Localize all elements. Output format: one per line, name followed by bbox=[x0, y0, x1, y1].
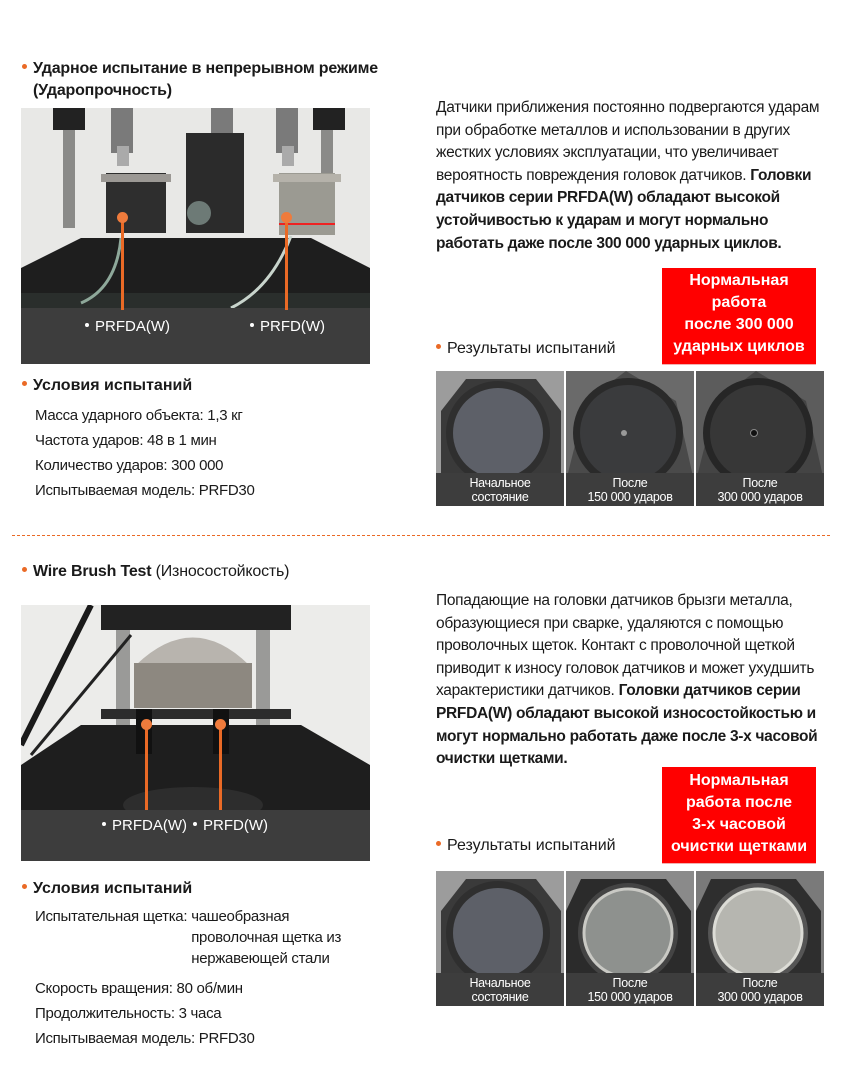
badge-line: ударных циклов bbox=[673, 338, 805, 355]
impact-title-line1: Ударное испытание в непрерывном режиме bbox=[33, 60, 378, 77]
brush-value: чашеобразная проволочная щетка из нержавеющей стали bbox=[191, 908, 342, 967]
prfdw-marker-dot bbox=[281, 212, 292, 223]
brush-title-ru: (Износостойкость) bbox=[155, 563, 290, 580]
badge-line: 3-х часовой bbox=[692, 816, 786, 833]
impact-result-300k bbox=[696, 371, 824, 506]
condition-item-brush bbox=[35, 906, 341, 969]
brush-label-prfdw: PRFD(W) bbox=[193, 817, 268, 834]
brush-conditions-heading: Условия испытаний bbox=[22, 878, 192, 900]
brush-label-prfdaw: PRFDA(W) bbox=[102, 817, 187, 834]
badge-line: работа bbox=[711, 294, 767, 311]
prfdw-leader-line bbox=[219, 725, 222, 810]
bullet-icon bbox=[22, 567, 27, 572]
brush-result-initial bbox=[436, 871, 564, 1006]
impact-section-title bbox=[22, 58, 378, 102]
prfdaw-marker-dot bbox=[141, 719, 152, 730]
brush-conditions-list bbox=[35, 906, 341, 1051]
badge-line: Нормальная bbox=[689, 272, 789, 289]
impact-result-150k bbox=[566, 371, 694, 506]
impact-description bbox=[436, 97, 836, 255]
result-caption: После 300 000 ударов bbox=[696, 473, 824, 506]
prfdaw-marker-dot bbox=[117, 212, 128, 223]
brush-label: Испытательная щетка: bbox=[35, 908, 188, 925]
prfdaw-leader-line bbox=[145, 725, 148, 810]
prfdw-leader-line bbox=[285, 218, 288, 310]
condition-item: Испытываемая модель: PRFD30 bbox=[35, 1030, 255, 1047]
result-caption: После 150 000 ударов bbox=[566, 473, 694, 506]
impact-description-normal: Датчики приближения постоянно подвергаются ударам при обработке металлов и использовании в других жестких условиях эксплуатации, что увеличивает вероятность повреждения головок датчиков. bbox=[436, 99, 820, 184]
condition-item: Количество ударов: 300 000 bbox=[35, 457, 224, 474]
impact-conditions-list bbox=[35, 403, 255, 503]
impact-photo-caption-bar bbox=[21, 308, 370, 364]
bullet-icon bbox=[22, 381, 27, 386]
bullet-icon bbox=[22, 64, 27, 69]
result-caption: Начальное состояние bbox=[436, 973, 564, 1006]
condition-item: Продолжительность: 3 часа bbox=[35, 1005, 222, 1022]
impact-test-photo bbox=[21, 108, 370, 364]
brush-description bbox=[436, 590, 836, 771]
prfdaw-leader-line bbox=[121, 218, 124, 310]
impact-conditions-heading: Условия испытаний bbox=[22, 375, 192, 397]
bullet-icon bbox=[436, 841, 441, 846]
impact-description-bold: Головки датчиков серии PRFDA(W) обладают высокой устойчивостью к ударам и могут нормально работать даже после 300 000 ударных циклов. bbox=[436, 166, 812, 252]
badge-line: работа после bbox=[685, 794, 793, 811]
brush-test-photo bbox=[21, 605, 370, 861]
impact-results-heading: Результаты испытаний bbox=[436, 338, 616, 360]
brush-result-150k bbox=[566, 871, 694, 1006]
condition-item: Скорость вращения: 80 об/мин bbox=[35, 980, 243, 997]
brush-results-heading: Результаты испытаний bbox=[436, 835, 616, 857]
badge-line: после 300 000 bbox=[684, 316, 794, 333]
impact-result-badge bbox=[662, 268, 816, 364]
condition-item: Масса ударного объекта: 1,3 кг bbox=[35, 407, 243, 424]
brush-result-300k bbox=[696, 871, 824, 1006]
result-caption: После 150 000 ударов bbox=[566, 973, 694, 1006]
brush-description-bold: Головки датчиков серии PRFDA(W) обладают высокой износостойкостью и могут нормально работать даже после 3-х часовой очистки щетками. bbox=[436, 682, 818, 768]
prfdw-marker-dot bbox=[215, 719, 226, 730]
result-caption: После 300 000 ударов bbox=[696, 973, 824, 1006]
bullet-icon bbox=[22, 884, 27, 889]
result-caption: Начальное состояние bbox=[436, 473, 564, 506]
impact-result-initial bbox=[436, 371, 564, 506]
section-divider bbox=[12, 535, 830, 536]
brush-description-normal: Попадающие на головки датчиков брызги металла, образующиеся при сварке, удаляются с помощью проволочных щеток. Контакт с проволочной щеткой приводит к износу головок датчиков и может ухудшить характеристики датчиков. bbox=[436, 592, 815, 700]
impact-title-line2: (Ударопрочность) bbox=[33, 82, 172, 99]
condition-item: Частота ударов: 48 в 1 мин bbox=[35, 432, 217, 449]
brush-title-en: Wire Brush Test bbox=[33, 563, 152, 580]
badge-line: очистки щетками bbox=[670, 838, 808, 855]
brush-result-badge bbox=[662, 767, 816, 863]
badge-line: Нормальная bbox=[689, 772, 789, 789]
impact-label-prfdw: PRFD(W) bbox=[250, 318, 325, 335]
impact-label-prfdaw: PRFDA(W) bbox=[85, 318, 170, 335]
condition-item: Испытываемая модель: PRFD30 bbox=[35, 482, 255, 499]
brush-section-title bbox=[22, 561, 289, 583]
bullet-icon bbox=[436, 344, 441, 349]
